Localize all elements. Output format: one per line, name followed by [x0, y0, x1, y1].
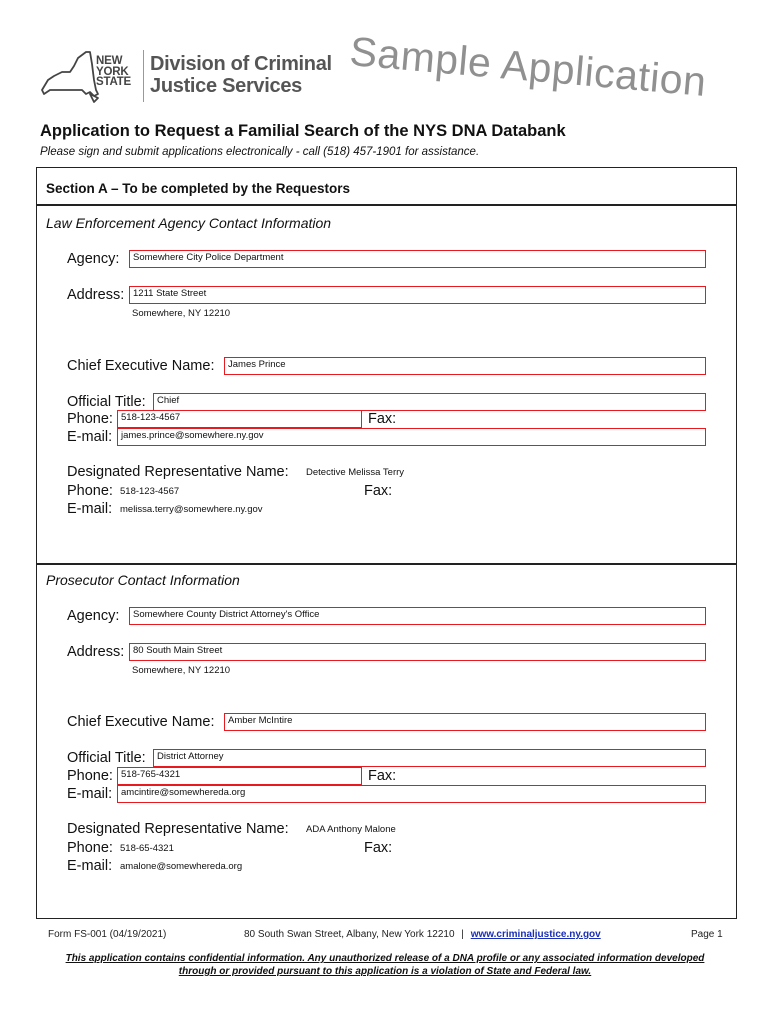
pr-official-title-field[interactable]: District Attorney [153, 749, 706, 767]
le-rep-email-label: E-mail: [67, 501, 113, 517]
pr-rep-phone: 518-65-4321 [120, 843, 174, 854]
le-email-field[interactable]: james.prince@somewhere.ny.gov [117, 428, 706, 446]
form-frame [36, 167, 737, 919]
le-official-title-field[interactable]: Chief [153, 393, 706, 411]
pr-address-field[interactable]: 80 South Main Street [129, 643, 706, 661]
le-rep-label: Designated Representative Name: [67, 464, 289, 480]
le-address-label: Address: [67, 287, 125, 303]
agency-logo-text: Division of Criminal Justice Services [150, 53, 332, 97]
le-agency-label: Agency: [67, 251, 120, 267]
pr-chief-field[interactable]: Amber McIntire [224, 713, 706, 731]
pr-rep-email-label: E-mail: [67, 858, 113, 874]
section-a-heading: Section A – To be completed by the Requestors [46, 181, 351, 196]
group-divider [36, 563, 737, 565]
pr-phone-field[interactable]: 518-765-4321 [117, 767, 362, 785]
confidentiality-notice: This application contains confidential information. Any unauthorized release of a DNA profile or any associated information developed through or provided pursuant to this application is a violation of State and Federal law. [65, 953, 705, 977]
le-rep-name: Detective Melissa Terry [306, 467, 405, 478]
pr-rep-fax-label: Fax: [364, 840, 393, 856]
le-chief-field[interactable]: James Prince [224, 357, 706, 375]
pr-phone-label: Phone: [67, 768, 113, 784]
logo-divider [143, 50, 144, 102]
le-phone-label: Phone: [67, 411, 113, 427]
pr-agency-field[interactable]: Somewhere County District Attorney's Office [129, 607, 706, 625]
le-rep-email: melissa.terry@somewhere.ny.gov [120, 504, 263, 515]
le-rep-fax-label: Fax: [364, 483, 393, 499]
pr-address-label: Address: [67, 644, 125, 660]
pr-official-title-label: Official Title: [67, 750, 146, 766]
le-fax-label: Fax: [368, 411, 397, 427]
pr-rep-name: ADA Anthony Malone [306, 824, 396, 835]
pr-rep-label: Designated Representative Name: [67, 821, 289, 837]
footer-separator: | [461, 929, 464, 940]
le-rep-phone-label: Phone: [67, 483, 113, 499]
le-address-field[interactable]: 1211 State Street [129, 286, 706, 304]
footer-address: 80 South Swan Street, Albany, New York 12210 | www.criminaljustice.ny.gov [244, 929, 601, 940]
prosecutor-group-title: Prosecutor Contact Information [46, 572, 240, 588]
pr-email-label: E-mail: [67, 786, 113, 802]
le-agency-field[interactable]: Somewhere City Police Department [129, 250, 706, 268]
le-chief-label: Chief Executive Name: [67, 358, 215, 374]
pr-rep-email: amalone@somewhereda.org [120, 861, 243, 872]
document-title: Application to Request a Familial Search of the NYS DNA Databank [40, 122, 566, 140]
le-address-line2: Somewhere, NY 12210 [132, 308, 231, 319]
document-subtitle: Please sign and submit applications electronically - call (518) 457-1901 for assistance. [40, 146, 480, 158]
le-phone-field[interactable]: 518-123-4567 [117, 410, 362, 428]
le-rep-phone: 518-123-4567 [120, 486, 180, 497]
website-link[interactable]: www.criminaljustice.ny.gov [470, 929, 601, 940]
logo-state-text: NEW YORK STATE [96, 55, 131, 88]
pr-chief-label: Chief Executive Name: [67, 714, 215, 730]
page-number: Page 1 [691, 929, 723, 940]
nys-map-logo-icon [40, 50, 100, 104]
le-email-label: E-mail: [67, 429, 113, 445]
le-official-title-label: Official Title: [67, 394, 146, 410]
form-id: Form FS-001 (04/19/2021) [48, 929, 167, 940]
pr-agency-label: Agency: [67, 608, 120, 624]
pr-address-line2: Somewhere, NY 12210 [132, 665, 231, 676]
law-enforcement-group-title: Law Enforcement Agency Contact Information [46, 215, 332, 231]
pr-rep-phone-label: Phone: [67, 840, 113, 856]
sample-watermark: Sample Application [347, 28, 709, 106]
pr-email-field[interactable]: amcintire@somewhereda.org [117, 785, 706, 803]
section-header-divider [36, 204, 737, 206]
pr-fax-label: Fax: [368, 768, 397, 784]
